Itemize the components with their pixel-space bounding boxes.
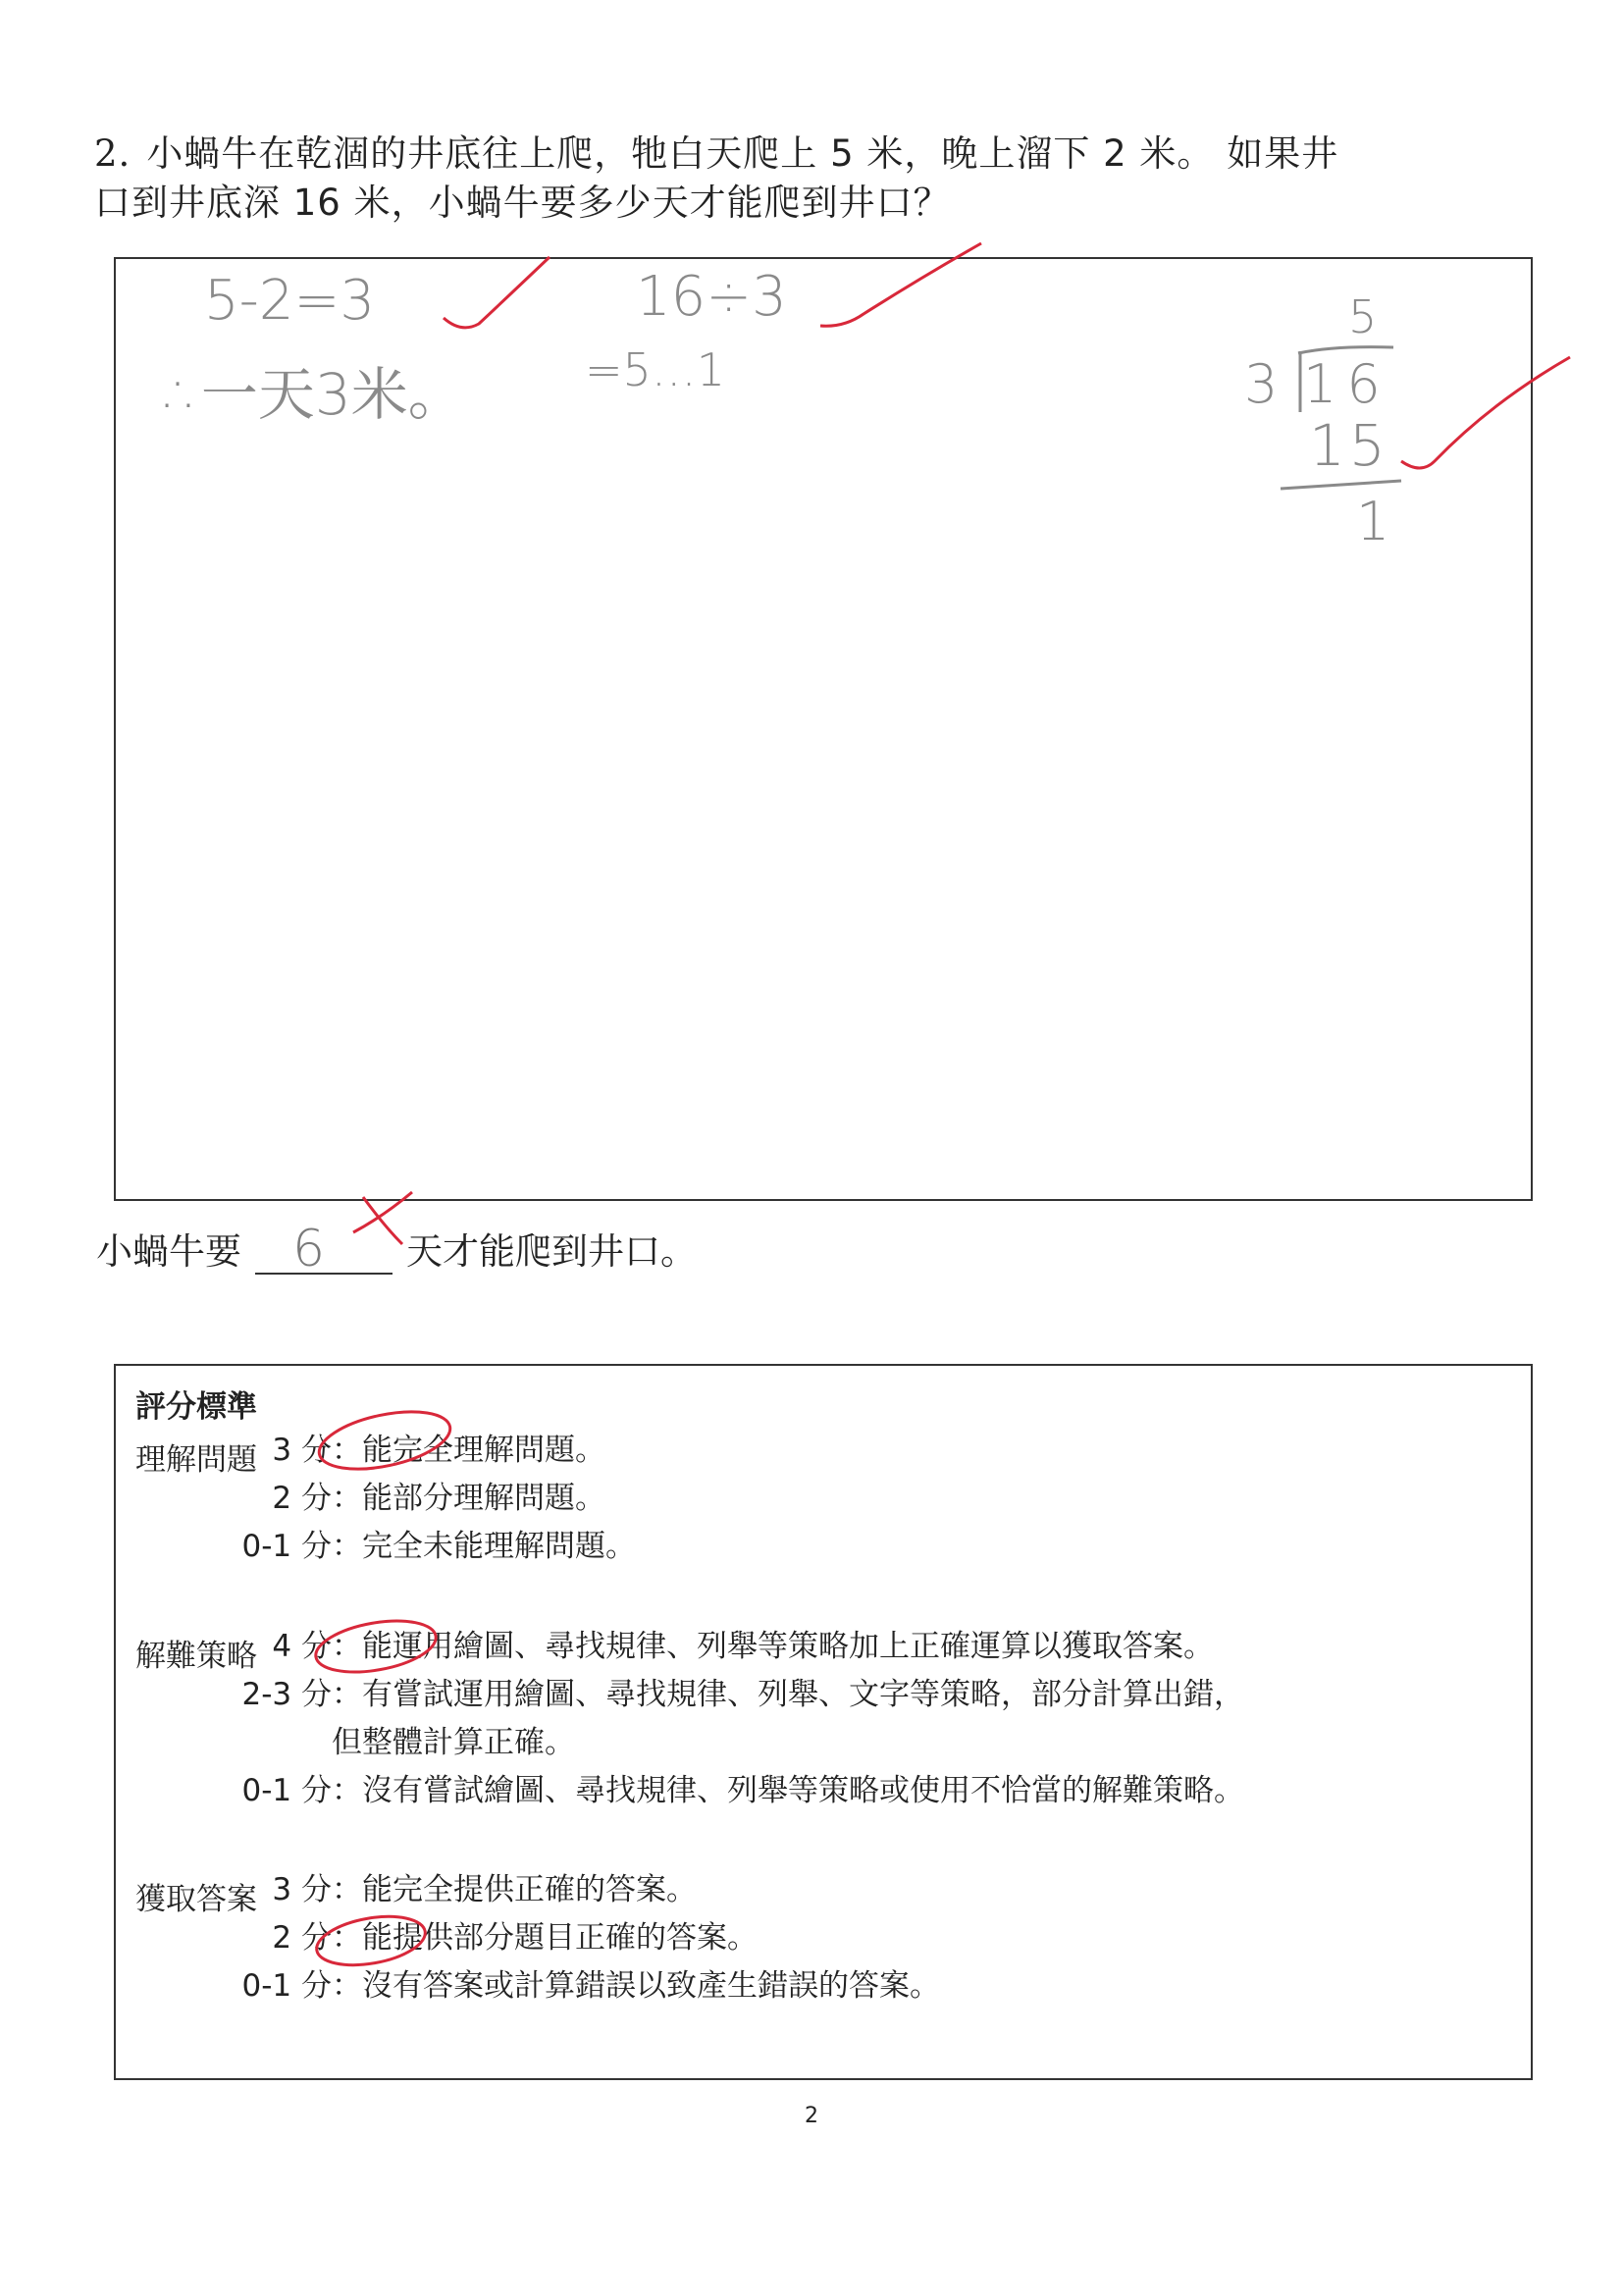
page-number: 2 — [805, 2104, 818, 2128]
rubric-item: 3 分：能完全理解問題。 — [272, 1433, 605, 1468]
long-division-remainder: 1 — [1356, 491, 1390, 552]
rubric-item: 但整體計算正確。 — [332, 1725, 575, 1760]
question-line-1: 2. 小蝸牛在乾涸的井底往上爬，牠白天爬上 5 米，晚上溜下 2 米。 如果井 — [94, 132, 1339, 175]
answer-suffix: 天才能爬到井口。 — [406, 1230, 697, 1273]
long-division-quotient: 5 — [1348, 290, 1378, 343]
rubric-item: 2 分：能提供部分題目正確的答案。 — [272, 1920, 758, 1956]
working-step-subtraction: 5-2=3 — [204, 269, 376, 333]
question-number: 2. — [94, 132, 131, 175]
rubric-item: 4 分：能運用繪圖、尋找規律、列舉等策略加上正確運算以獲取答案。 — [272, 1629, 1214, 1664]
rubric-item: 0-1 分：完全未能理解問題。 — [241, 1529, 636, 1564]
rubric-category-understanding: 理解問題 — [135, 1442, 257, 1478]
question-text — [94, 130, 1468, 228]
answer-value: 6 — [292, 1220, 326, 1278]
rubric-items-answer — [236, 1870, 940, 2006]
rubric-items-understanding — [236, 1431, 636, 1566]
rubric-category-answer: 獲取答案 — [135, 1882, 257, 1917]
rubric-items-strategy — [236, 1627, 1244, 1810]
rubric-category-strategy: 解難策略 — [135, 1639, 257, 1674]
long-division-dividend: 16 — [1303, 353, 1390, 415]
rubric-item: 2 分：能部分理解問題。 — [272, 1481, 605, 1516]
answer-line — [96, 1220, 697, 1278]
long-division-product: 15 — [1309, 412, 1389, 479]
question-line-2: 口到井底深 16 米，小蝸牛要多少天才能爬到井口？ — [94, 182, 951, 224]
rubric-item: 0-1 分：沒有答案或計算錯誤以致產生錯誤的答案。 — [241, 1968, 940, 2004]
rubric-item: 3 分：能完全提供正確的答案。 — [272, 1872, 697, 1907]
working-step-result: =5…1 — [585, 343, 726, 396]
working-step-conclusion: ∴一天3米。 — [165, 361, 465, 428]
working-step-division: 16÷3 — [636, 265, 787, 329]
rubric-title: 評分標準 — [135, 1389, 257, 1425]
answer-blank — [255, 1220, 393, 1278]
long-division-divisor: 3 — [1244, 353, 1279, 415]
rubric-item: 2-3 分：有嘗試運用繪圖、尋找規律、列舉、文字等策略，部分計算出錯， — [241, 1677, 1244, 1712]
rubric-item: 0-1 分：沒有嘗試繪圖、尋找規律、列舉等策略或使用不恰當的解難策略。 — [241, 1773, 1244, 1808]
answer-prefix: 小蝸牛要 — [96, 1230, 241, 1273]
